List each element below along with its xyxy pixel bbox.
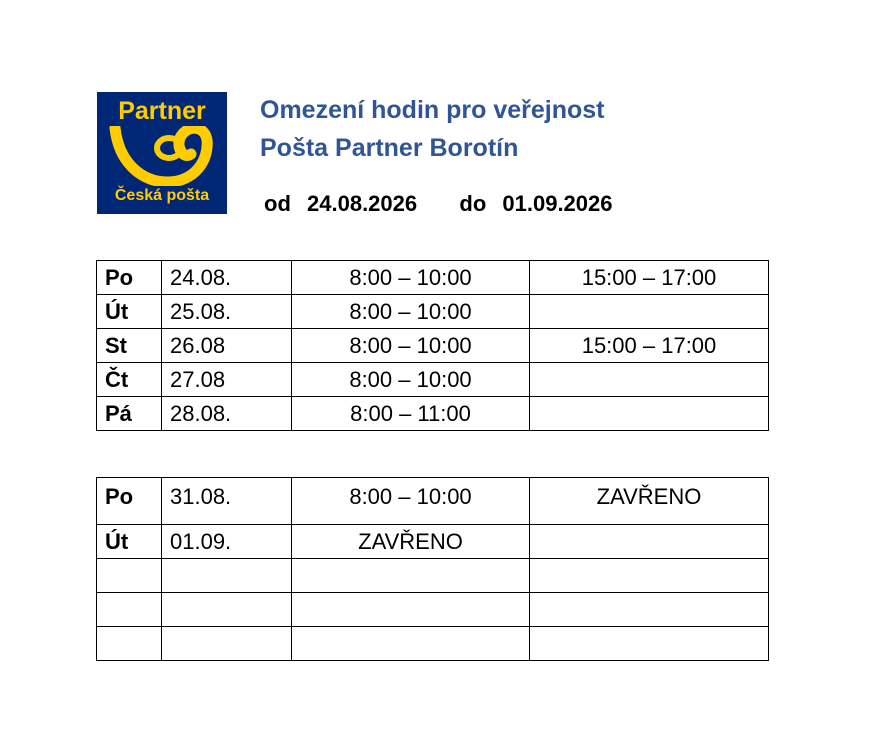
table-row bbox=[97, 593, 769, 627]
afternoon-hours-cell bbox=[530, 295, 769, 329]
afternoon-hours-cell bbox=[530, 627, 769, 661]
morning-hours-cell: 8:00 – 10:00 bbox=[292, 478, 530, 525]
day-cell: St bbox=[97, 329, 162, 363]
morning-hours-cell: 8:00 – 10:00 bbox=[292, 329, 530, 363]
ceska-posta-partner-logo bbox=[97, 92, 227, 214]
table-row bbox=[97, 363, 769, 397]
morning-hours-cell bbox=[292, 559, 530, 593]
afternoon-hours-cell bbox=[530, 397, 769, 431]
table-row bbox=[97, 397, 769, 431]
table-row bbox=[97, 559, 769, 593]
table-row bbox=[97, 627, 769, 661]
date-cell: 31.08. bbox=[162, 478, 292, 525]
day-cell bbox=[97, 627, 162, 661]
date-cell: 28.08. bbox=[162, 397, 292, 431]
table-row bbox=[97, 295, 769, 329]
table-row bbox=[97, 261, 769, 295]
day-cell: Pá bbox=[97, 397, 162, 431]
post-horn-icon bbox=[109, 126, 215, 186]
afternoon-hours-cell bbox=[530, 363, 769, 397]
morning-hours-cell bbox=[292, 627, 530, 661]
schedule-table-week-1 bbox=[96, 260, 769, 431]
from-date: 24.08.2026 bbox=[307, 191, 418, 216]
morning-hours-cell bbox=[292, 593, 530, 627]
table-row bbox=[97, 525, 769, 559]
morning-hours-cell: 8:00 – 11:00 bbox=[292, 397, 530, 431]
date-cell: 26.08 bbox=[162, 329, 292, 363]
date-cell: 01.09. bbox=[162, 525, 292, 559]
table-row bbox=[97, 478, 769, 525]
morning-hours-cell: 8:00 – 10:00 bbox=[292, 363, 530, 397]
day-cell: Po bbox=[97, 478, 162, 525]
morning-hours-cell: 8:00 – 10:00 bbox=[292, 261, 530, 295]
date-cell: 24.08. bbox=[162, 261, 292, 295]
page-title: Omezení hodin pro veřejnost bbox=[260, 96, 605, 124]
afternoon-hours-cell: ZAVŘENO bbox=[530, 478, 769, 525]
morning-hours-cell: ZAVŘENO bbox=[292, 525, 530, 559]
day-cell: Út bbox=[97, 295, 162, 329]
afternoon-hours-cell bbox=[530, 593, 769, 627]
day-cell: Čt bbox=[97, 363, 162, 397]
page-subtitle: Pošta Partner Borotín bbox=[260, 134, 519, 162]
date-cell: 25.08. bbox=[162, 295, 292, 329]
to-label: do bbox=[459, 191, 487, 216]
morning-hours-cell: 8:00 – 10:00 bbox=[292, 295, 530, 329]
afternoon-hours-cell bbox=[530, 559, 769, 593]
logo-bottom-text: Česká pošta bbox=[114, 187, 210, 204]
date-cell: 27.08 bbox=[162, 363, 292, 397]
day-cell bbox=[97, 593, 162, 627]
afternoon-hours-cell: 15:00 – 17:00 bbox=[530, 329, 769, 363]
day-cell: Po bbox=[97, 261, 162, 295]
logo-top-text: Partner bbox=[118, 97, 206, 125]
afternoon-hours-cell: 15:00 – 17:00 bbox=[530, 261, 769, 295]
day-cell bbox=[97, 559, 162, 593]
date-range bbox=[264, 190, 613, 218]
to-date: 01.09.2026 bbox=[502, 191, 613, 216]
date-cell bbox=[162, 627, 292, 661]
day-cell: Út bbox=[97, 525, 162, 559]
date-cell bbox=[162, 593, 292, 627]
table-row bbox=[97, 329, 769, 363]
schedule-table-week-2 bbox=[96, 477, 769, 661]
date-cell bbox=[162, 559, 292, 593]
from-label: od bbox=[264, 191, 291, 216]
afternoon-hours-cell bbox=[530, 525, 769, 559]
